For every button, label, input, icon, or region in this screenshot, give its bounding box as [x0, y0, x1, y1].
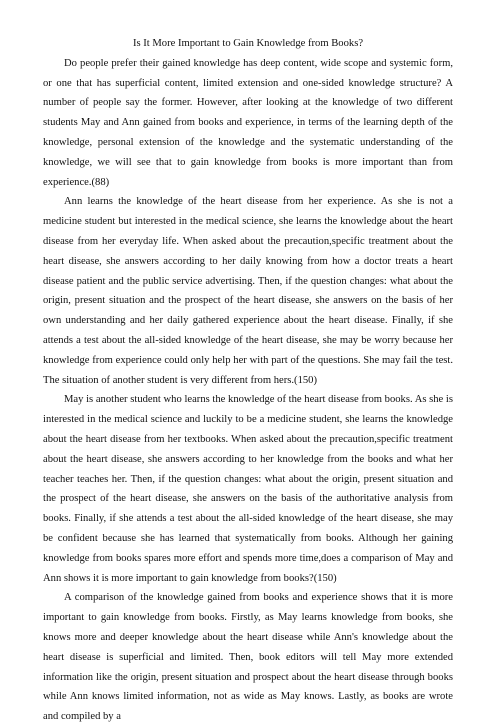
document-title: Is It More Important to Gain Knowledge from Books?: [132, 38, 364, 49]
paragraph-1: Do people prefer their gained knowledge has deep content, wide scope and systemic form, or one that has superficial content, limited extension and one-sided knowledge structure? A number of people say the former. However, after looking at the knowledge of two different students May and Ann gained from books and experience, in terms of the learning depth of the knowledge, personal extension of the knowledge and the systematic understanding of the knowledge, we will see that to gain knowledge from books is more important than from experience.(88): [43, 57, 453, 188]
paragraph-4: A comparison of the knowledge gained from books and experience shows that it is more important to gain knowledge from books. Firstly, as May learns knowledge from books, she knows more and deeper knowledge about the heart disease while Ann's knowledge about the heart disease is superficial and limited. Then, book editors will tell May more extended information like the origin, present situation and prospect about the heart disease through books while Ann knows limited information, not as wide as May knows. Lastly, as books are wrote and compiled by a: [43, 592, 453, 723]
paragraph-3: May is another student who learns the knowledge of the heart disease from books. As she is interested in the medical science and luckily to be a medicine student, she learns the knowledge about the heart disease from her textbooks. When asked about the precaution,specific treatment about the heart disease, she answers according to her knowledge from the books and what her teacher teaches her. Then, if the question changes: what about the origin, present situation and the prospect of the heart disease, she answers on the basis of the authoritative analysis from books. Finally, if she attends a test about the all-sided knowledge of the heart disease, she may be confident because she has learned that systematically from books. Although her gaining knowledge from books spares more effort and spends more time,does a comparison of May and Ann shows it is more important to gain knowledge from books?(150): [43, 394, 453, 584]
paragraph-2: Ann learns the knowledge of the heart disease from her experience. As she is not a medicine student but interested in the medical science, she learns the knowledge about the heart disease from her everyday life. When asked about the precaution,specific treatment about the heart disease, she answers according to her daily knowing from how a doctor treats a heart disease patient and the public service advertising. Then, if the question changes: what about the origin, present situation and the prospect of the heart disease, she answers on the basis of her own understanding and her daily gathered experience about the heart disease. Finally, if she attends a test about the all-sided knowledge of the heart disease, she may be worry because her knowledge from experience could only help her with part of the questions. She may fail the test. The situation of another student is very different from hers.(150): [43, 196, 453, 386]
